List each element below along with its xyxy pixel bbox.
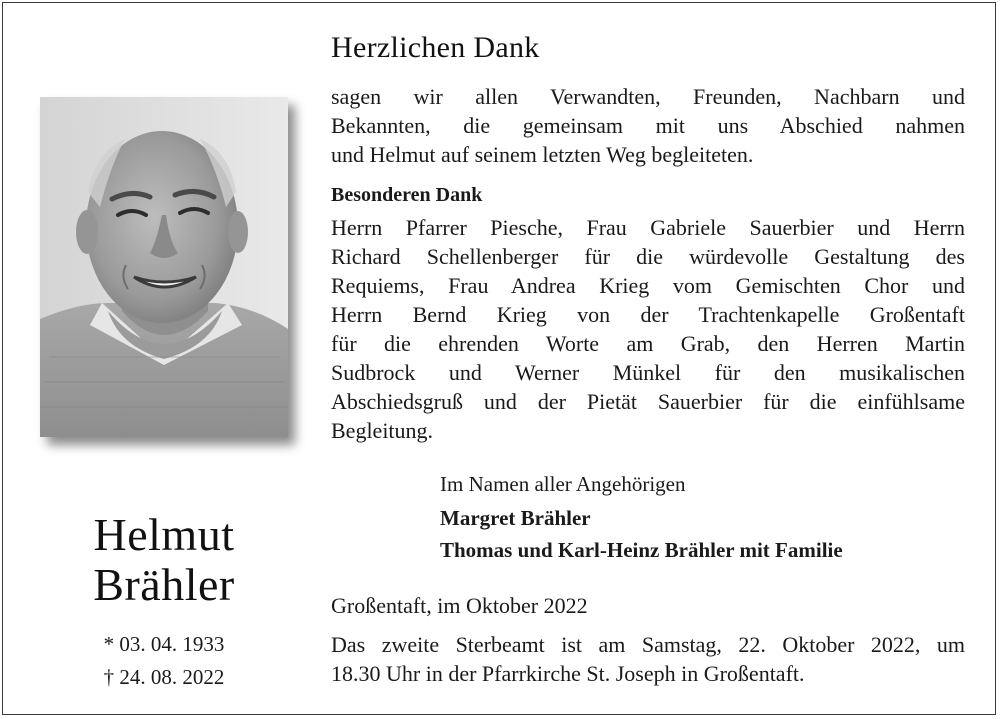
signature-name: Margret Brähler [440, 506, 591, 530]
text-line: für die ehrenden Worte am Grab, den Herren Martin [331, 331, 965, 356]
signature-intro: Im Namen aller Angehörigen [440, 472, 686, 496]
thanks-paragraph [331, 82, 965, 169]
service-notice [331, 630, 965, 688]
special-thanks-heading: Besonderen Dank [331, 184, 483, 206]
place-date: Großentaft, im Oktober 2022 [331, 593, 588, 618]
first-name: Helmut [93, 509, 235, 560]
last-name: Brähler [93, 559, 235, 610]
signature-block [440, 467, 843, 565]
life-dates [40, 628, 288, 694]
signature-name: Thomas und Karl-Heinz Brähler mit Familie [440, 538, 843, 562]
text-line: und Helmut auf seinem letzten Weg begleiteten. [331, 142, 754, 167]
birth-date: * 03. 04. 1933 [103, 632, 225, 656]
page-title: Herzlichen Dank [331, 31, 540, 64]
death-date: † 24. 08. 2022 [103, 665, 225, 689]
text-line: Das zweite Sterbeamt ist am Samstag, 22. Oktober 2022, um [331, 632, 965, 657]
text-line: Herrn Bernd Krieg von der Trachtenkapelle Großentaft [331, 302, 965, 327]
deceased-name [40, 510, 288, 610]
text-line: Begleitung. [331, 418, 434, 443]
text-line: Herrn Pfarrer Piesche, Frau Gabriele Sauerbier und Herrn [331, 215, 965, 240]
text-line: Richard Schellenberger für die würdevolle Gestaltung des [331, 244, 965, 269]
text-line: Sudbrock und Werner Münkel für den musikalischen [331, 360, 965, 385]
portrait-photo [40, 97, 288, 437]
text-line: Bekannten, die gemeinsam mit uns Abschied nahmen [331, 113, 965, 138]
text-line: 18.30 Uhr in der Pfarrkirche St. Joseph in Großentaft. [331, 661, 805, 686]
text-line: Abschiedsgruß und der Pietät Sauerbier für die einfühlsame [331, 389, 965, 414]
text-line: Requiems, Frau Andrea Krieg vom Gemischten Chor und [331, 273, 965, 298]
special-thanks-paragraph [331, 213, 965, 445]
text-line: sagen wir allen Verwandten, Freunden, Nachbarn und [331, 84, 965, 109]
